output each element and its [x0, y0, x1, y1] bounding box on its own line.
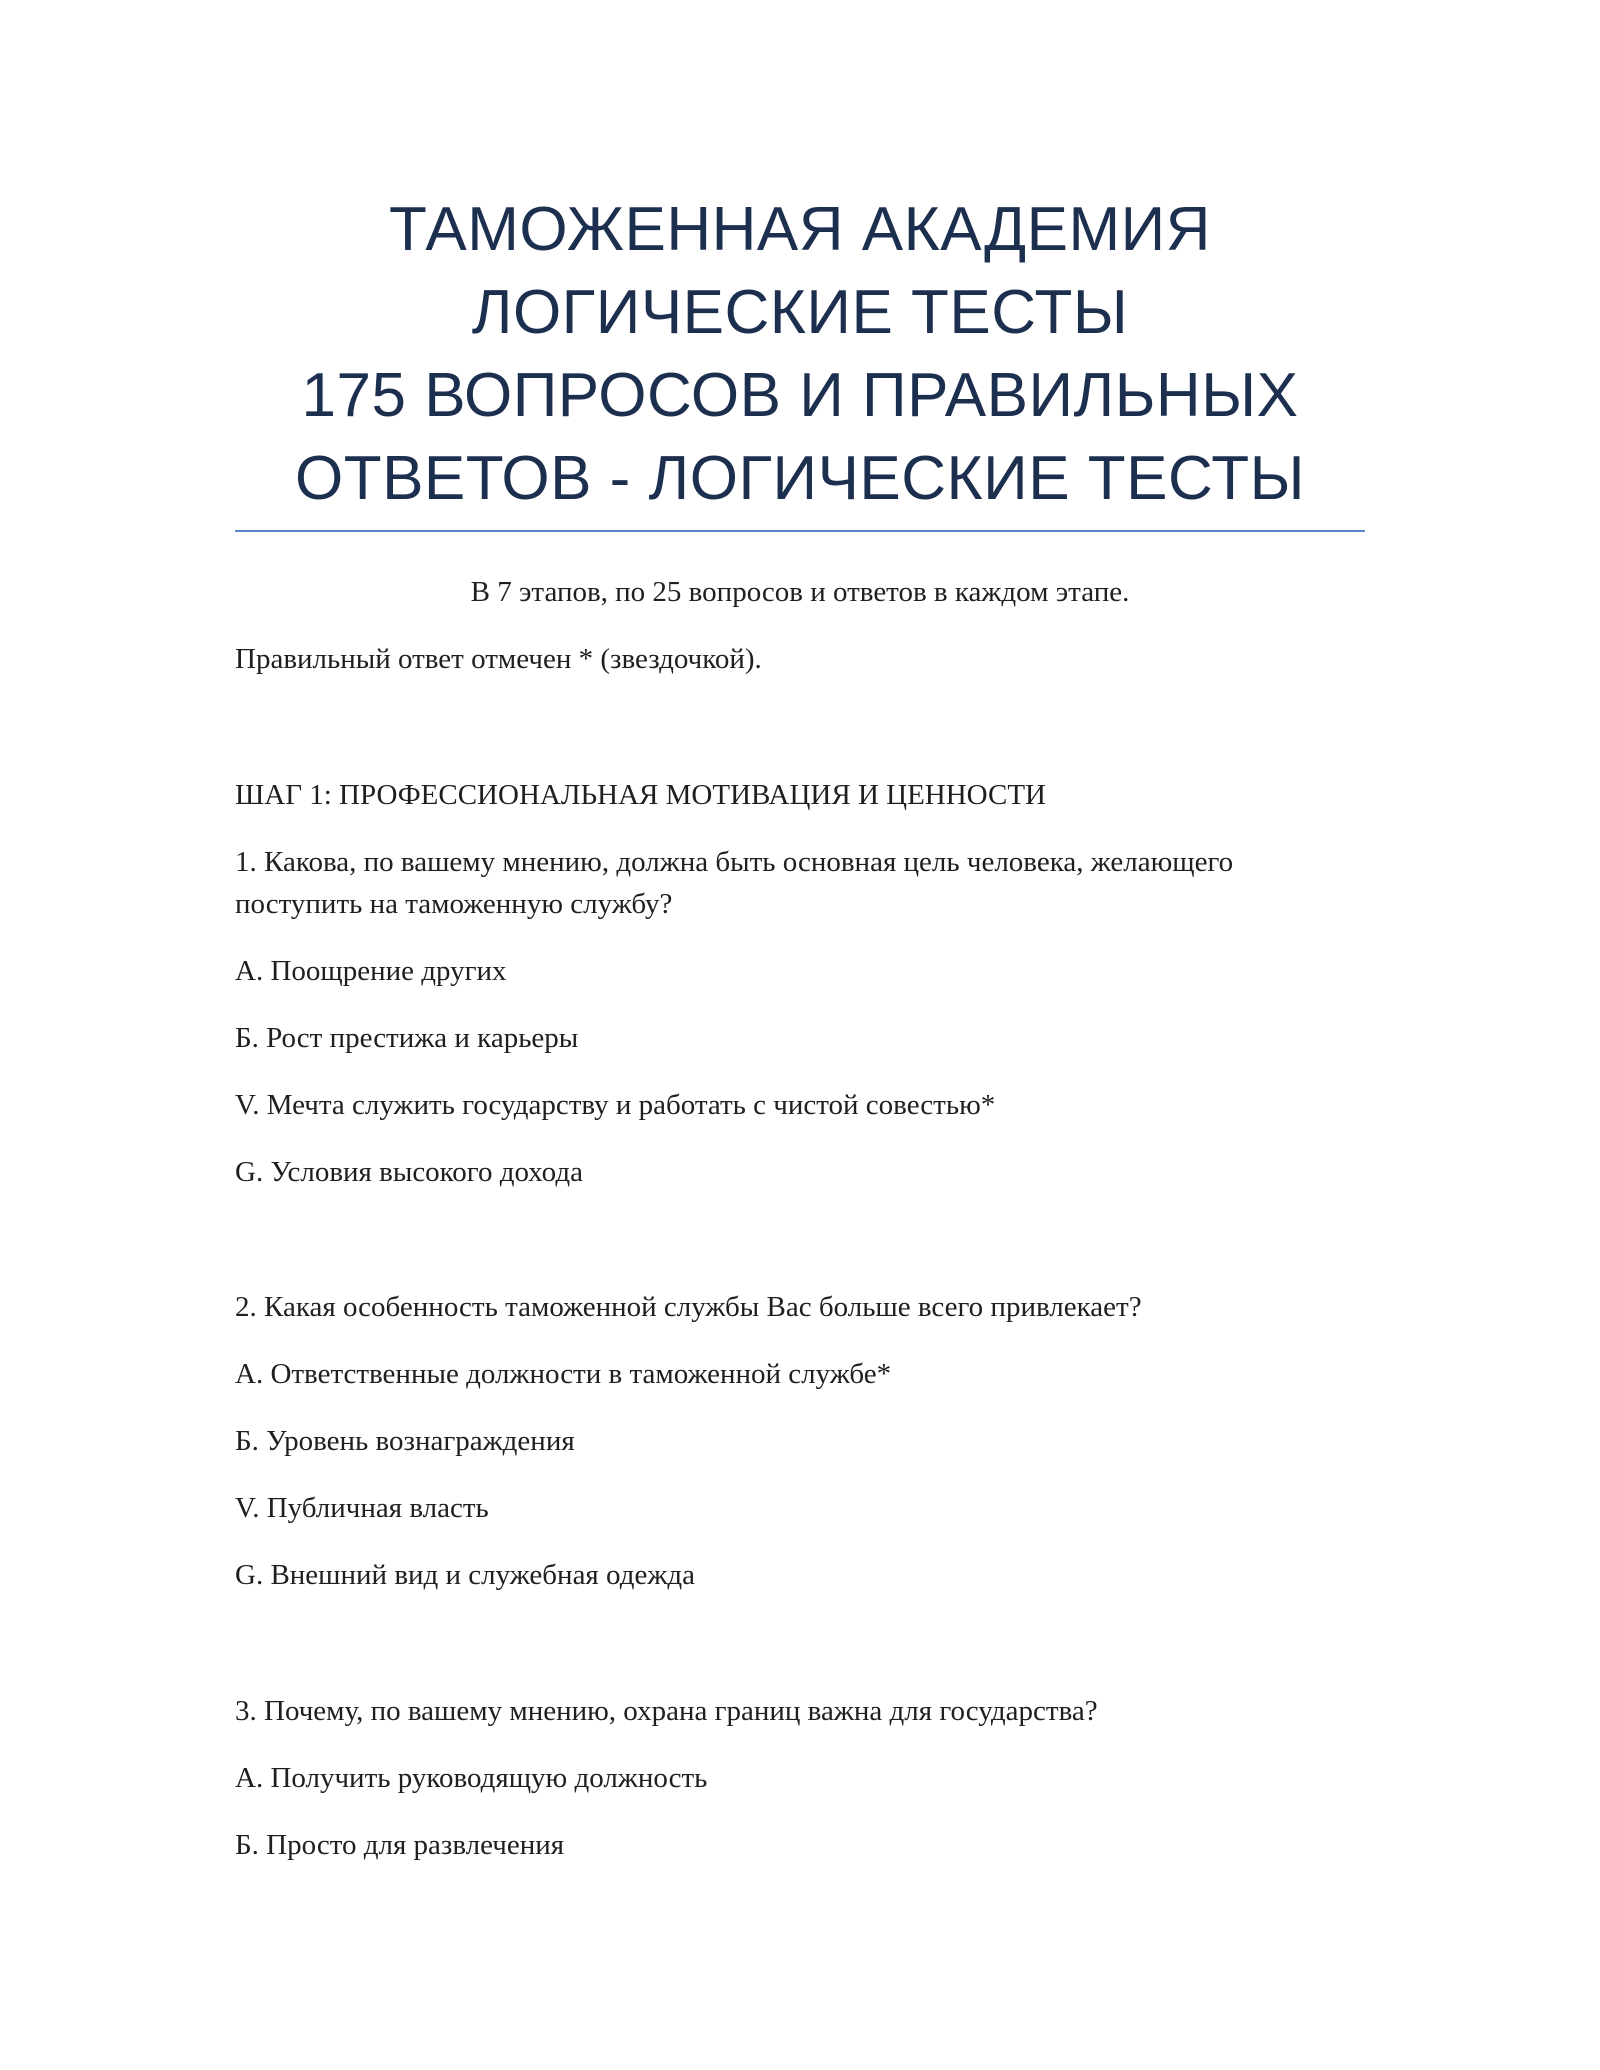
title-line-2: ЛОГИЧЕСКИЕ ТЕСТЫ [471, 278, 1129, 347]
question-1-text-line-1: 1. Какова, по вашему мнению, должна быть основная цель человека, желающего [235, 846, 1234, 878]
question-3-answer-b: Б. Просто для развлечения [235, 1829, 565, 1861]
question-3-answer-a: А. Получить руководящую должность [235, 1762, 708, 1794]
document-title [235, 188, 1365, 520]
section-heading: ШАГ 1: ПРОФЕССИОНАЛЬНАЯ МОТИВАЦИЯ И ЦЕННОСТИ [235, 779, 1046, 811]
question-3-text: 3. Почему, по вашему мнению, охрана границ важна для государства? [235, 1695, 1098, 1727]
title-line-4: ОТВЕТОВ - ЛОГИЧЕСКИЕ ТЕСТЫ [294, 444, 1306, 513]
question-1-answer-g: G. Условия высокого дохода [235, 1156, 583, 1188]
question-1-answer-b: Б. Рост престижа и карьеры [235, 1022, 579, 1054]
title-line-3: 175 ВОПРОСОВ И ПРАВИЛЬНЫХ [301, 361, 1299, 430]
question-2-answer-b: Б. Уровень вознаграждения [235, 1425, 575, 1457]
question-1-answer-v: V. Мечта служить государству и работать с чистой совестью* [235, 1089, 996, 1121]
title-divider [235, 530, 1365, 532]
question-2-text: 2. Какая особенность таможенной службы Вас больше всего привлекает? [235, 1291, 1142, 1323]
intro-marking: Правильный ответ отмечен * (звездочкой). [235, 643, 762, 675]
question-2-answer-v: V. Публичная власть [235, 1492, 489, 1524]
question-2-answer-a: А. Ответственные должности в таможенной службе* [235, 1358, 892, 1390]
question-1-answer-a: А. Поощрение других [235, 955, 507, 987]
question-1-text-line-2: поступить на таможенную службу? [235, 888, 673, 920]
title-line-1: ТАМОЖЕННАЯ АКАДЕМИЯ [389, 195, 1211, 264]
question-2-answer-g: G. Внешний вид и служебная одежда [235, 1559, 695, 1591]
intro-stages: В 7 этапов, по 25 вопросов и ответов в каждом этапе. [470, 576, 1130, 608]
